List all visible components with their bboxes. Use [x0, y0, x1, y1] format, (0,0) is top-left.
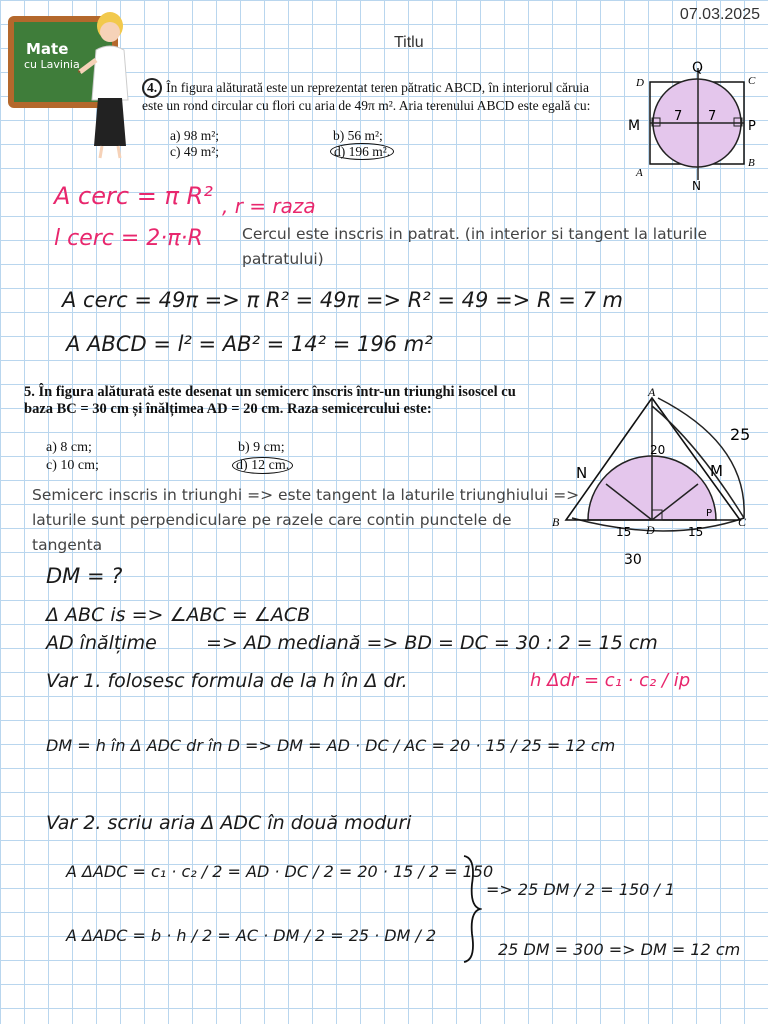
option-b: b) 56 m²;	[333, 128, 383, 143]
formula-circle-length: l cerc = 2·π·R	[54, 226, 203, 251]
label-N: N	[692, 179, 701, 190]
label-P: P	[748, 119, 756, 134]
label5-M: M	[710, 462, 723, 480]
teacher-illustration	[78, 10, 140, 160]
solution5-var1-line: DM = h în Δ ADC dr în D => DM = AD · DC / AC = 20 · 15 / 25 = 12 cm	[46, 736, 616, 755]
mate-cu-lavinia-logo	[8, 10, 128, 100]
solution5-var2-line2	[66, 926, 436, 945]
label-A: A	[636, 167, 643, 179]
problem-4-number: 4.	[142, 78, 162, 98]
radius-right: 7	[708, 109, 717, 124]
solution4-line1: A cerc = 49π => π R² = 49π => R² = 49 => R = 7 m	[62, 288, 623, 312]
brace	[462, 854, 482, 964]
label5-base: 30	[624, 552, 642, 568]
solution5-var1-formula: h Δdr = c₁ · c₂ / ip	[530, 670, 691, 691]
label5-height: 20	[650, 443, 666, 457]
label-B: B	[748, 157, 755, 169]
label5-A: A	[648, 385, 656, 399]
solution4-line2: A ABCD = l² = AB² = 14² = 196 m²	[66, 332, 433, 356]
solution5-var2-result: 25 DM = 300 => DM = 12 cm	[498, 940, 741, 959]
option5-d-circled: d) 12 cm.	[232, 457, 293, 474]
option5-b: b) 9 cm;	[238, 440, 285, 455]
label5-right-15: 15	[688, 525, 704, 539]
problem-5-number: 5.	[24, 384, 35, 400]
label5-C: C	[738, 515, 747, 529]
label5-left-15: 15	[616, 525, 632, 539]
logo-line2: cu Lavinia	[24, 58, 80, 71]
solution5-median: => AD mediană => BD = DC = 30 : 2 = 15 cm	[206, 632, 658, 654]
solution5-var1-title: Var 1. folosesc formula de la h în Δ dr.	[46, 670, 408, 692]
option5-a: a) 8 cm;	[46, 440, 92, 455]
page-title: Titlu	[394, 34, 424, 51]
option-c: c) 49 m²;	[170, 144, 220, 159]
label-M: M	[628, 118, 641, 134]
label5-side: 25	[730, 425, 751, 444]
label-C: C	[748, 75, 756, 87]
label5-P: P	[706, 508, 713, 519]
date: 07.03.2025	[679, 6, 760, 23]
logo-line1: Mate	[26, 40, 69, 58]
note-inscribed-circle: Cercul este inscris in patrat. (in interior si tangent la laturile patratului)	[242, 225, 707, 268]
option-d	[330, 144, 394, 160]
label5-N: N	[576, 464, 588, 482]
var2-area-base-height: A ΔADC = b · h / 2 = AC · DM / 2 = 25 · DM / 2	[66, 926, 437, 945]
problem-5-text	[24, 384, 524, 418]
solution5-isosceles: Δ ABC is => ∠ABC = ∠ACB	[46, 604, 311, 626]
problem-4-text	[142, 78, 602, 114]
option-d-circled: d) 196 m².	[330, 143, 394, 160]
label5-B: B	[552, 515, 560, 529]
problem-5-statement: În figura alăturată este desenat un semicerc înscris într-un triunghi isoscel cu baza BC = 30 cm și înălțimea AD = 20 cm. Raza semicercului este:	[24, 384, 516, 417]
var2-area-legs: A ΔADC = c₁ · c₂ / 2 = AD · DC / 2 = 20 · 15 / 2 = 150	[66, 862, 494, 881]
label-Q: Q	[692, 60, 704, 76]
option5-c: c) 10 cm;	[46, 458, 99, 473]
radius-left: 7	[674, 109, 683, 124]
formula-radius-note: , r = raza	[222, 194, 316, 218]
label-D: D	[636, 77, 644, 89]
figure-triangle-semicircle	[548, 384, 762, 570]
label5-D: D	[646, 523, 655, 537]
solution5-var2-title: Var 2. scriu aria Δ ADC în două moduri	[46, 812, 412, 834]
option-a: a) 98 m²;	[170, 128, 220, 143]
solution5-question: DM = ?	[46, 564, 123, 588]
solution5-var2-line1	[66, 862, 493, 881]
problem-4-statement: În figura alăturată este un reprezentat teren pătratic ABCD, în interiorul căruia este un rond circular cu flori cu aria de 49π m². Aria terenului ABCD este egală cu:	[142, 80, 591, 113]
option5-d	[232, 458, 293, 474]
formula-circle-area: A cerc = π R²	[54, 182, 213, 210]
solution5-height: AD înălțime	[46, 632, 157, 654]
figure-square-circle	[628, 60, 768, 190]
solution5-var2-equation: => 25 DM / 2 = 150 / 1	[486, 880, 676, 899]
note-inscribed-semicircle: Semicerc inscris in triunghi => este tangent la laturile triunghiului => laturile sunt perpendiculare pe razele care contin punctele de tangenta	[32, 486, 580, 554]
